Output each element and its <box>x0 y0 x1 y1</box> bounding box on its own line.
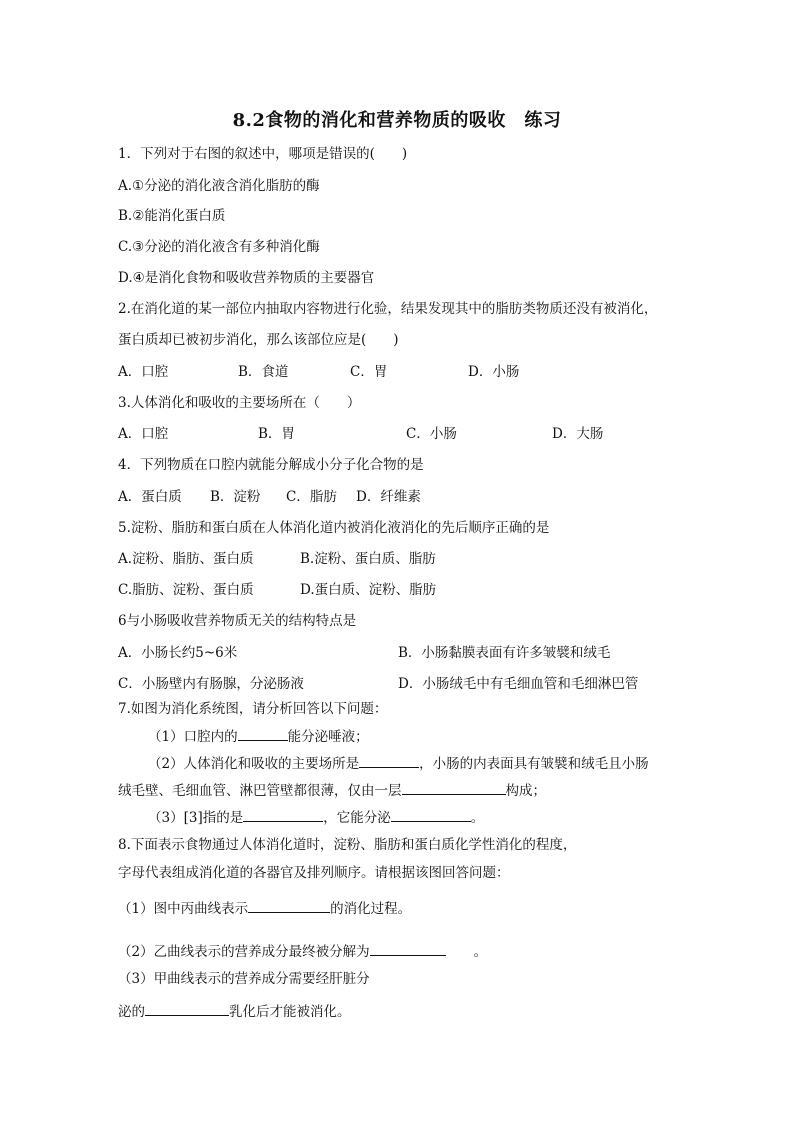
question-7-part-2-text-b: ，小肠的内表面具有皱襞和绒毛且小肠 <box>419 756 649 772</box>
question-4-option-b: B．淀粉 <box>210 489 261 505</box>
question-3-option-a: A．口腔 <box>118 426 169 442</box>
question-8-part-1 <box>118 898 411 918</box>
question-3-option-b: B．胃 <box>258 426 295 442</box>
question-4-option-c: C．脂肪 <box>286 489 337 505</box>
question-2-stem-line-2: 蛋白质却已被初步消化，那么该部位应是( ) <box>118 332 399 348</box>
question-6-option-c: C．小肠壁内有肠腺，分泌肠液 <box>118 676 304 692</box>
question-5-option-c: C.脂肪、淀粉、蛋白质 <box>118 582 254 598</box>
question-6-option-b: B．小肠黏膜表面有许多皱襞和绒毛 <box>398 645 611 661</box>
question-7-part-1-text-a: （1）口腔内的 <box>148 729 238 745</box>
question-3-option-c: C．小肠 <box>406 426 457 442</box>
page-title: 8.2食物的消化和营养物质的吸收 练习 <box>232 110 562 131</box>
question-8-stem-line-1: 8.下面表示食物通过人体消化道时，淀粉、脂肪和蛋白质化学性消化的程度， <box>118 837 577 853</box>
question-7-answer-blank-1[interactable] <box>238 726 288 741</box>
question-2-option-c: C．胃 <box>350 364 388 380</box>
question-8-part-1-text-a: （1）图中丙曲线表示 <box>118 901 249 917</box>
question-7-part-2-text-a: （2）人体消化和吸收的主要场所是 <box>148 756 360 772</box>
question-5-option-a: A.淀粉、脂肪、蛋白质 <box>118 551 254 567</box>
question-7-part-1-text-b: 能分泌唾液； <box>287 729 369 745</box>
question-7-part-2 <box>148 753 649 773</box>
question-4-stem: 4．下列物质在口腔内就能分解成小分子化合物的是 <box>118 457 424 473</box>
question-7-part-2-continued <box>118 780 546 800</box>
question-4-option-d: D．纤维素 <box>356 489 421 505</box>
question-8-answer-blank-2[interactable] <box>370 941 446 956</box>
question-6-option-d: D．小肠绒毛中有毛细血管和毛细淋巴管 <box>398 676 639 692</box>
question-8-part-1-text-b: 的消化过程。 <box>330 901 412 917</box>
question-7-part-3-text-b: ，它能分泌 <box>323 810 391 826</box>
question-1-option-d: D.④是消化食物和吸收营养物质的主要器官 <box>118 270 375 286</box>
question-8-part-2-text-b: 。 <box>473 944 488 960</box>
question-2-stem-line-1: 2.在消化道的某一部位内抽取内容物进行化验，结果发现其中的脂肪类物质还没有被消化， <box>118 301 658 317</box>
question-3-option-d: D．大肠 <box>552 426 604 442</box>
question-5-option-b: B.淀粉、蛋白质、脂肪 <box>300 551 436 567</box>
question-7-part-2-text-d: 构成； <box>505 783 546 799</box>
question-2-option-a: A．口腔 <box>118 364 169 380</box>
question-7-part-3-text-a: （3）[3]指的是 <box>148 810 244 826</box>
question-6-option-a: A．小肠长约5~6米 <box>118 645 238 661</box>
question-6-stem: 6与小肠吸收营养物质无关的结构特点是 <box>118 613 357 629</box>
question-7-part-3-text-c: 。 <box>470 810 485 826</box>
question-1-option-a: A.①分泌的消化液含消化脂肪的酶 <box>118 178 320 194</box>
question-8-part-2 <box>118 941 487 961</box>
question-8-answer-blank-3[interactable] <box>145 1001 229 1016</box>
question-7-answer-blank-5[interactable] <box>391 807 471 822</box>
question-1-option-c: C.③分泌的消化液含有多种消化酶 <box>118 239 320 255</box>
question-8-part-3-continued <box>118 1001 351 1021</box>
question-7-part-1 <box>148 726 369 746</box>
question-8-part-3: （3）甲曲线表示的营养成分需要经肝脏分 <box>118 971 370 987</box>
question-7-part-2-text-c: 绒毛壁、毛细血管、淋巴管壁都很薄，仅由一层 <box>118 783 402 799</box>
question-8-part-2-text-a: （2）乙曲线表示的营养成分最终被分解为 <box>118 944 370 960</box>
question-8-part-3-text-b: 泌的 <box>118 1004 145 1020</box>
question-8-part-3-text-c: 乳化后才能被消化。 <box>229 1004 351 1020</box>
question-4-option-a: A．蛋白质 <box>118 489 182 505</box>
question-5-stem: 5.淀粉、脂肪和蛋白质在人体消化道内被消化液消化的先后顺序正确的是 <box>118 520 550 536</box>
question-7-answer-blank-3[interactable] <box>402 780 506 795</box>
question-1-option-b: B.②能消化蛋白质 <box>118 208 226 224</box>
question-2-option-d: D．小肠 <box>468 364 520 380</box>
question-8-stem-line-2: 字母代表组成消化道的各器官及排列顺序。请根据该图回答问题： <box>118 865 510 881</box>
question-3-stem: 3.人体消化和吸收的主要场所在（ ） <box>118 395 361 411</box>
question-7-part-3 <box>148 807 484 827</box>
question-5-option-d: D.蛋白质、淀粉、脂肪 <box>300 582 437 598</box>
question-1-stem: 1．下列对于右图的叙述中，哪项是错误的( ) <box>118 146 408 162</box>
question-7-answer-blank-2[interactable] <box>359 753 419 768</box>
question-7-answer-blank-4[interactable] <box>243 807 323 822</box>
question-8-answer-blank-1[interactable] <box>248 898 330 913</box>
question-2-option-b: B．食道 <box>238 364 289 380</box>
question-7-stem: 7.如图为消化系统图，请分析回答以下问题： <box>118 701 388 717</box>
